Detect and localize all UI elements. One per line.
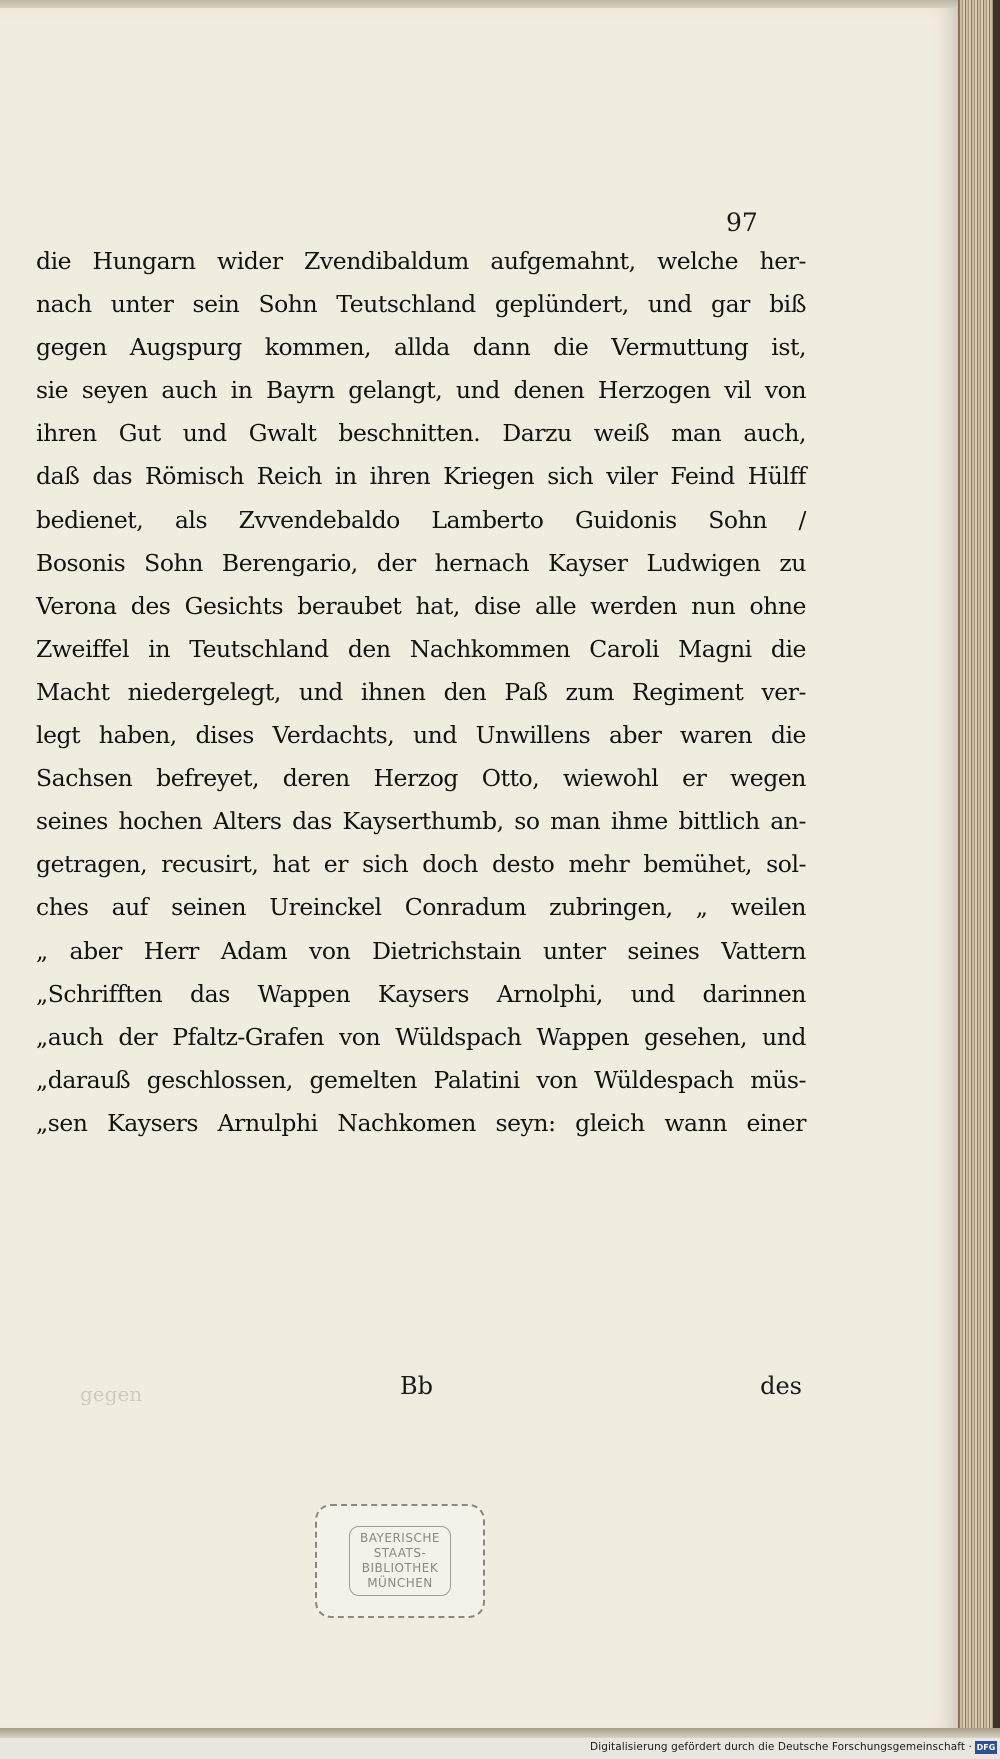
text-line: ihren Gut und Gwalt beschnitten. Darzu weiß man auch, [36,419,806,448]
library-stamp-text: BAYERISCHE STAATS- BIBLIOTHEK MÜNCHEN [349,1526,451,1596]
text-line: nach unter sein Sohn Teutschland geplündert, und gar biß [36,290,806,319]
text-line: getragen, recusirt, hat er sich doch desto mehr bemühet, sol- [36,850,806,879]
text-line: „ aber Herr Adam von Dietrichstain unter seines Vattern [36,936,806,965]
catchword: des [760,1372,802,1400]
text-line: bedienet, als Zvvendebaldo Lamberto Guidonis Sohn / [36,505,806,534]
page-bottom-shadow [0,1728,1000,1738]
text-line: die Hungarn wider Zvendibaldum aufgemahnt, welche her- [36,247,806,275]
text-line: Sachsen befreyet, deren Herzog Otto, wiewohl er wegen [36,764,806,793]
text-line: legt haben, dises Verdachts, und Unwillens aber waren die [36,721,806,750]
text-line: „sen Kaysers Arnulphi Nachkomen seyn: gleich wann einer [36,1108,806,1137]
dfg-logo: DFG [976,1743,996,1752]
signature-mark: Bb [400,1372,433,1400]
text-line: gegen Augspurg kommen, allda dann die Vermuttung ist, [36,333,806,362]
bleed-through-text: gegen [80,1382,143,1406]
library-stamp [315,1504,485,1618]
text-line: daß das Römisch Reich in ihren Kriegen sich viler Feind Hülff [36,462,806,491]
body-text [36,240,806,1145]
text-line: „auch der Pfaltz-Grafen von Wüldspach Wappen gesehen, und [36,1022,806,1051]
text-line: sie seyen auch in Bayrn gelangt, und denen Herzogen vil von [36,376,806,405]
digitization-credit: Digitalisierung gefördert durch die Deutsche Forschungsgemeinschaft · [590,1741,972,1753]
text-line: „Schrifften das Wappen Kaysers Arnolphi, und darinnen [36,979,806,1008]
book-page-edges [958,0,1000,1730]
page-number: 97 [726,208,758,237]
text-line: Bosonis Sohn Berengario, der hernach Kayser Ludwigen zu [36,548,806,577]
book-page [0,8,960,1730]
page-footer [36,1372,806,1412]
text-line: Zweiffel in Teutschland den Nachkommen Caroli Magni die [36,634,806,663]
text-line: Macht niedergelegt, und ihnen den Paß zum Regiment ver- [36,677,806,706]
text-line: seines hochen Alters das Kayserthumb, so man ihme bittlich an- [36,807,806,836]
text-line: Verona des Gesichts beraubet hat, dise alle werden nun ohne [36,591,806,620]
text-line: ches auf seinen Ureinckel Conradum zubringen, „ weilen [36,893,806,922]
text-line: „darauß geschlossen, gemelten Palatini von Wüldespach müs- [36,1065,806,1094]
